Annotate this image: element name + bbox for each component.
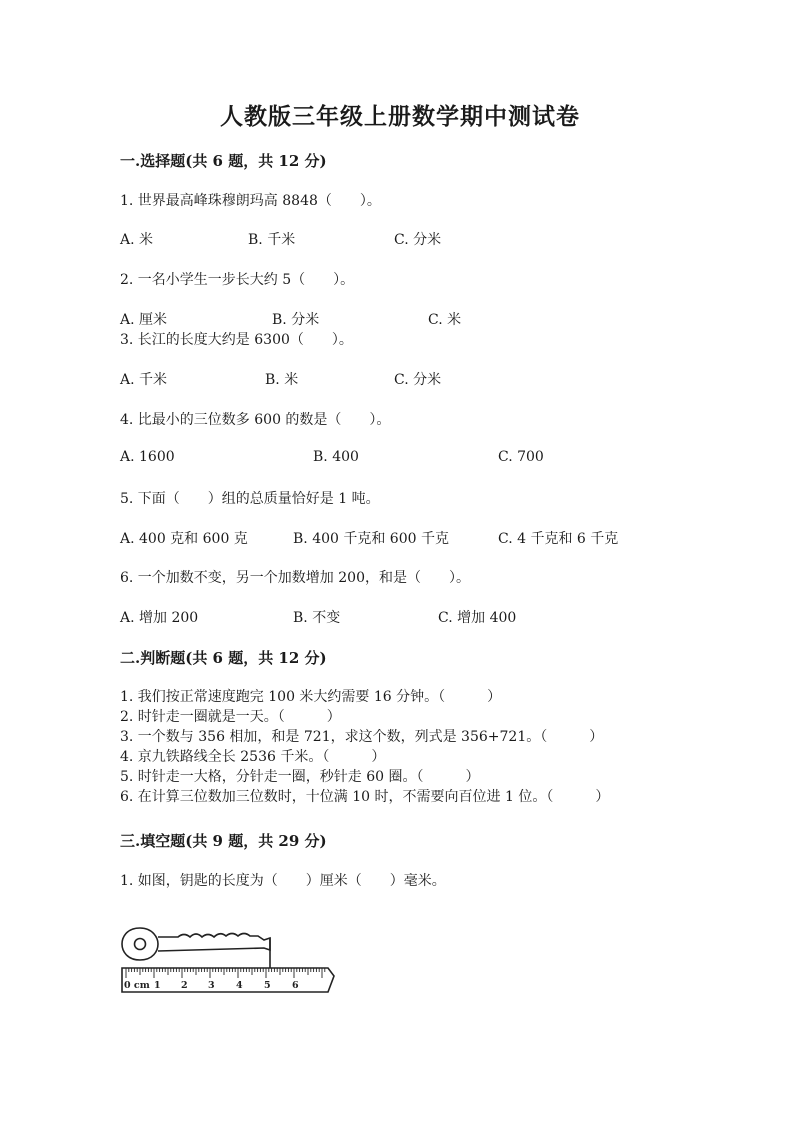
choice-3-option-a: A. 千米: [120, 372, 168, 388]
fill-question-1: 1. 如图，钥匙的长度为（ ）厘米（ ）毫米。: [120, 873, 446, 889]
choice-question-4: 4. 比最小的三位数多 600 的数是（ ）。: [120, 412, 391, 428]
choice-2-option-c: C. 米: [428, 312, 462, 328]
choice-question-3: 3. 长江的长度大约是 6300（ ）。: [120, 332, 353, 348]
ruler: [122, 968, 334, 992]
key-ruler-figure: [118, 918, 348, 998]
ruler-label-0: 0 cm: [124, 980, 150, 991]
section-heading-fill: 三.填空题(共 9 题，共 29 分): [120, 832, 327, 850]
judge-question-4: 4. 京九铁路线全长 2536 千米。（ ）: [120, 749, 386, 765]
choice-question-6: 6. 一个加数不变，另一个加数增加 200，和是（ ）。: [120, 570, 470, 586]
ruler-label-3: 3: [208, 980, 215, 991]
judge-question-1: 1. 我们按正常速度跑完 100 米大约需要 16 分钟。（ ）: [120, 689, 502, 705]
choice-6-option-b: B. 不变: [293, 610, 341, 626]
choice-5-option-c: C. 4 千克和 6 千克: [498, 531, 619, 547]
judge-question-6: 6. 在计算三位数加三位数时，十位满 10 时，不需要向百位进 1 位。（ ）: [120, 789, 610, 805]
section-heading-judge: 二.判断题(共 6 题，共 12 分): [120, 649, 327, 667]
choice-question-5: 5. 下面（ ）组的总质量恰好是 1 吨。: [120, 491, 380, 507]
choice-question-1: 1. 世界最高峰珠穆朗玛高 8848（ ）。: [120, 193, 381, 209]
choice-5-option-b: B. 400 千克和 600 千克: [293, 531, 449, 547]
choice-2-option-a: A. 厘米: [120, 312, 168, 328]
choice-5-option-a: A. 400 克和 600 克: [120, 531, 248, 547]
judge-question-2: 2. 时针走一圈就是一天。（ ）: [120, 709, 341, 725]
choice-6-option-c: C. 增加 400: [438, 610, 517, 626]
ruler-label-5: 5: [264, 980, 271, 991]
choice-1-option-c: C. 分米: [394, 232, 442, 248]
ruler-label-2: 2: [181, 980, 188, 991]
choice-2-option-b: B. 分米: [272, 312, 320, 328]
choice-4-option-b: B. 400: [313, 449, 359, 465]
ruler-label-6: 6: [292, 980, 299, 991]
choice-3-option-b: B. 米: [265, 372, 299, 388]
choice-3-option-c: C. 分米: [394, 372, 442, 388]
choice-4-option-a: A. 1600: [120, 449, 175, 465]
choice-1-option-a: A. 米: [120, 232, 154, 248]
choice-question-2: 2. 一名小学生一步长大约 5（ ）。: [120, 272, 355, 288]
choice-6-option-a: A. 增加 200: [120, 610, 199, 626]
ruler-label-1: 1: [154, 980, 161, 991]
key-icon: [122, 928, 270, 968]
judge-question-5: 5. 时针走一大格，分针走一圈，秒针走 60 圈。（ ）: [120, 769, 480, 785]
choice-1-option-b: B. 千米: [248, 232, 296, 248]
ruler-label-4: 4: [236, 980, 243, 991]
section-heading-choice: 一.选择题(共 6 题，共 12 分): [120, 152, 327, 170]
choice-4-option-c: C. 700: [498, 449, 544, 465]
judge-question-3: 3. 一个数与 356 相加，和是 721，求这个数，列式是 356+721。（ ）: [120, 729, 604, 745]
page-title: 人教版三年级上册数学期中测试卷: [220, 103, 580, 130]
